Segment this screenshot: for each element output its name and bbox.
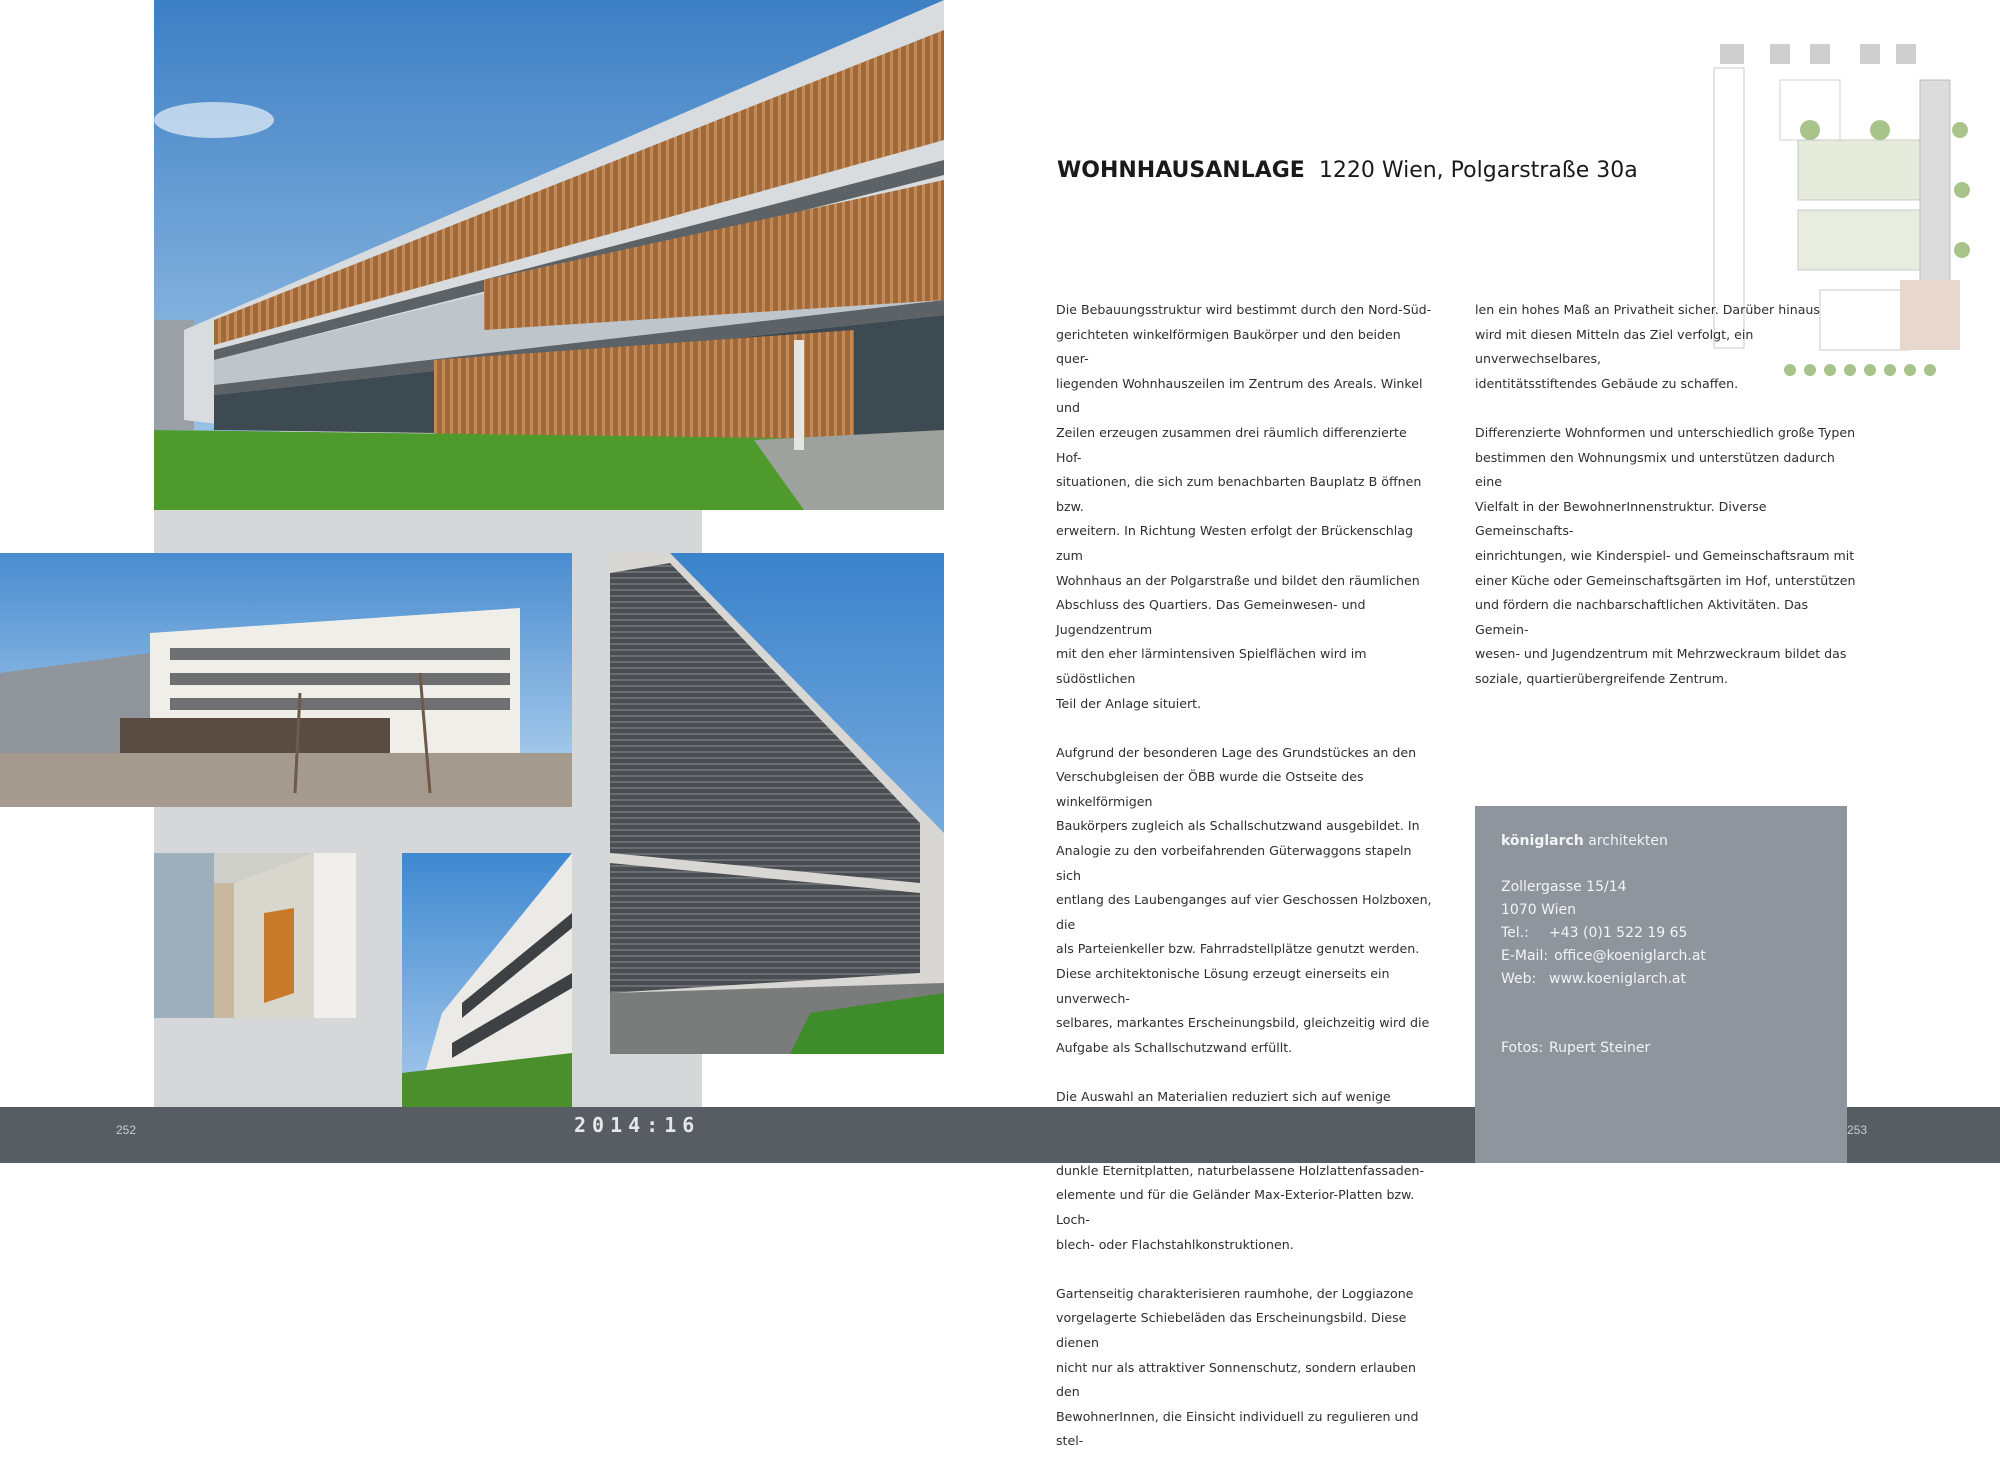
photographer: Rupert Steiner xyxy=(1549,1040,1651,1056)
contact-phone xyxy=(1501,922,1821,945)
contact-web xyxy=(1501,968,1821,991)
photo-credit-label: Fotos: xyxy=(1501,1040,1544,1056)
paragraph: len ein hohes Maß an Privatheit sicher. Darüber hinaus wird mit diesen Mitteln das Ziel verfolgt, ein unverwechselbares, identitätsstiftendes Gebäude zu schaffen. xyxy=(1475,302,1820,391)
magazine-issue: 2014:16 xyxy=(574,1113,701,1137)
phone-label: Tel.: xyxy=(1501,925,1529,941)
paragraph: Die Auswahl an Materialien reduziert sich auf wenige dunkle Eternitplatten, naturbelassene Holzlattenfassaden- elemente und für die Geländer Max-Exterior-Platten bzw. Loch- blech- oder Flachstahlkonstruktionen. xyxy=(1056,1089,1425,1252)
photo-dark-facade xyxy=(610,553,944,1054)
photo-main-facade xyxy=(154,0,944,510)
firm-name: königlarch xyxy=(1501,833,1584,849)
address-city: 1070 Wien xyxy=(1501,902,1576,918)
address-street: Zollergasse 15/14 xyxy=(1501,879,1627,895)
contact-email xyxy=(1501,945,1821,968)
page-number-right: 253 xyxy=(1847,1123,1868,1137)
phone-value: +43 (0)1 522 19 65 xyxy=(1549,925,1688,941)
web-value[interactable]: www.koeniglarch.at xyxy=(1549,971,1686,987)
architect-info-box xyxy=(1475,806,1847,1163)
email-label: E-Mail: xyxy=(1501,948,1549,964)
paragraph: Die Bebauungsstruktur wird bestimmt durch den Nord-Süd- gerichteten winkelförmigen Baukörper und den beiden quer- liegenden Wohnhauszeilen im Zentrum des Areals. Winkel und Zeilen erzeugen zusammen drei räumlich differenzierte Hof- situationen, die sich zum benachbarten Bauplatz B öffnen bzw. erweitern. In Richtung Westen erfolgt der Brückenschlag zum Wohnhaus an der Polgarstraße und bildet den räumlichen Abschluss des Quartiers. Das Gemeinwesen- und Jugendzentrum mit den eher lärmintensiven Spielflächen wird im südöstlichen Teil der Anlage situiert. xyxy=(1056,302,1432,711)
email-value[interactable]: office@koeniglarch.at xyxy=(1554,948,1706,964)
page-number-left: 252 xyxy=(116,1123,137,1137)
photo-credit xyxy=(1501,1037,1821,1060)
paragraph: Differenzierte Wohnformen und unterschiedlich große Typen bestimmen den Wohnungsmix und unterstützen dadurch eine Vielfalt in der BewohnerInnenstruktur. Diverse Gemeinschafts- einrichtungen, wie Kinderspiel- und Gemeinschaftsraum mit einer Küche oder Gemeinschaftsgärten im Hof, unterstützen und fördern die nachbarschaftlichen Aktivitäten. Das Gemein- wesen- und Jugendzentrum mit Mehrzweckraum bildet das soziale, quartierübergreifende Zentrum. xyxy=(1475,424,1856,686)
photo-corridor xyxy=(154,853,356,1018)
paragraph: Gartenseitig charakterisieren raumhohe, der Loggiazone vorgelagerte Schiebeläden das Erscheinungsbild. Diese dienen nicht nur als attraktiver Sonnenschutz, sondern erlauben den BewohnerInnen, die Einsicht individuell zu regulieren und stel- xyxy=(1056,1285,1419,1449)
photo-white-building xyxy=(0,553,572,807)
text-column-right xyxy=(1475,298,1865,716)
web-label: Web: xyxy=(1501,971,1537,987)
architect-firm xyxy=(1501,830,1821,853)
firm-suffix: architekten xyxy=(1588,833,1668,849)
photo-balconies xyxy=(402,853,572,1107)
project-type: WOHNHAUSANLAGE xyxy=(1057,158,1305,183)
paragraph: Aufgrund der besonderen Lage des Grundstückes an den Verschubgleisen der ÖBB wurde die Ostseite des winkelförmigen Baukörpers zugleich als Schallschutzwand ausgebildet. In Analogie zu den vorbeifahrenden Güterwaggons stapeln sich entlang des Laubenganges auf vier Geschossen Holzboxen, die als Parteienkeller bzw. Fahrradstellplätze genutzt werden. Diese architektonische Lösung erzeugt einerseits ein unverwech- selbares, markantes Erscheinungsbild, gleichzeitig wird die Aufgabe als Schallschutzwand erfüllt. xyxy=(1056,744,1432,1055)
project-location: 1220 Wien, Polgarstraße 30a xyxy=(1318,158,1638,183)
article-title xyxy=(1057,158,1638,183)
text-column-left xyxy=(1056,298,1436,1479)
